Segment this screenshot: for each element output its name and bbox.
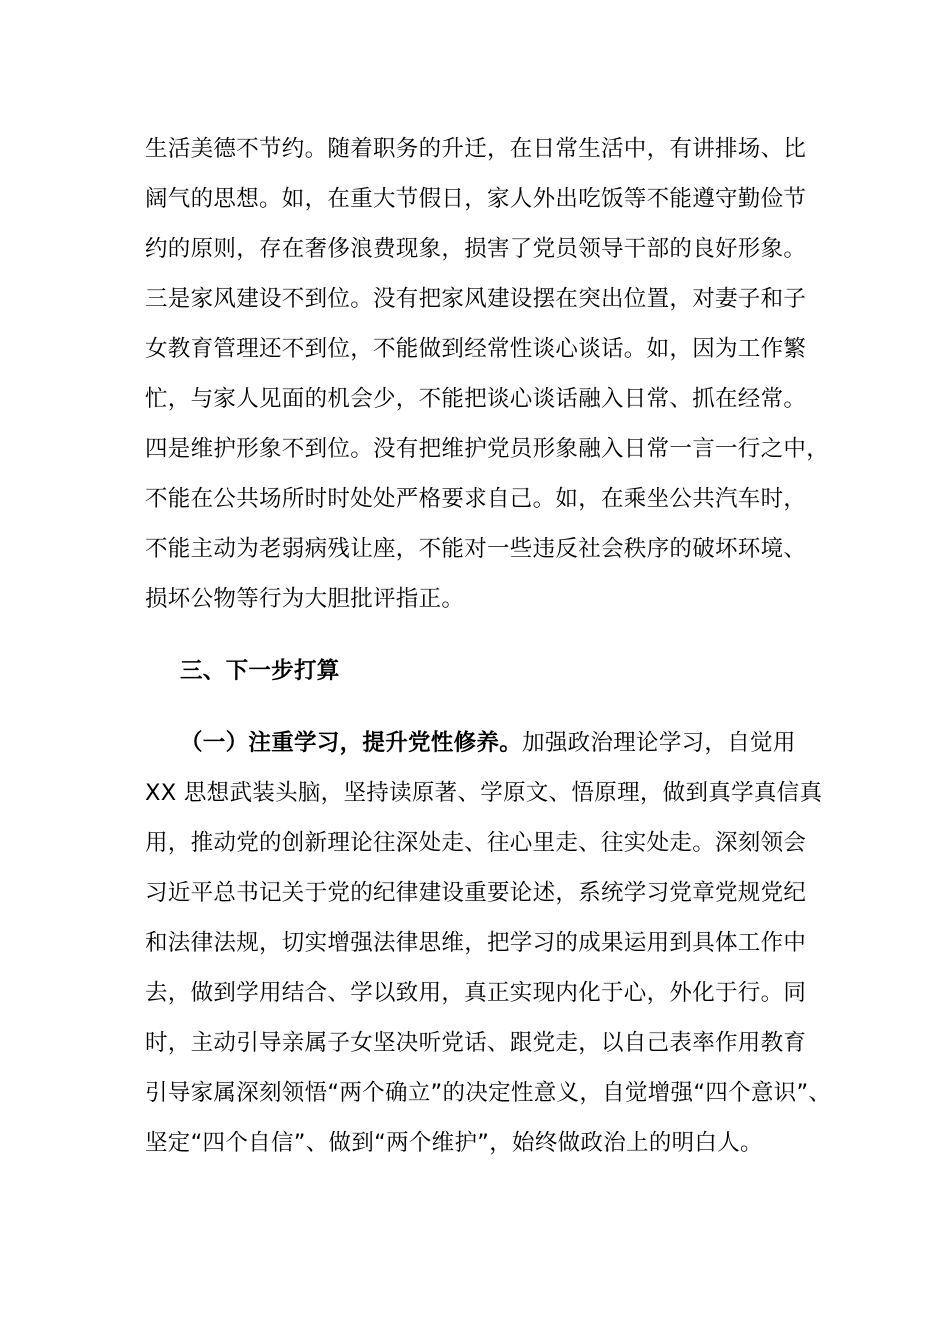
paragraph-line: 损坏公物等行为大胆批评指正。 (145, 586, 465, 612)
paragraph-line: 生活美德不节约。随着职务的升迁，在日常生活中，有讲排场、比 (145, 136, 807, 162)
subsection-first-line (180, 728, 860, 758)
paragraph-line: 坚定“四个自信”、做到“两个维护”，始终做政治上的明白人。 (145, 1130, 763, 1156)
section-heading: 三、下一步打算 (180, 658, 340, 684)
paragraph-line: 引导家属深刻领悟“两个确立”的决定性意义，自觉增强“四个意识”、 (145, 1080, 832, 1106)
subsection-heading: （一）注重学习，提升党性修养。 (180, 730, 523, 756)
paragraph-line: 女教育管理还不到位，不能做到经常性谈心谈话。如，因为工作繁 (145, 336, 807, 362)
paragraph-line: XX 思想武装头脑，坚持读原著、学原文、悟原理，做到真学真信真 (145, 780, 823, 806)
paragraph-line: 习近平总书记关于党的纪律建设重要论述，系统学习党章党规党纪 (145, 880, 807, 906)
paragraph-line: 用，推动党的创新理论往深处走、往心里走、往实处走。深刻领会 (145, 830, 807, 856)
paragraph-line: 去，做到学用结合、学以致用，真正实现内化于心，外化于行。同 (145, 980, 807, 1006)
paragraph-line: 四是维护形象不到位。没有把维护党员形象融入日常一言一行之中， (145, 436, 830, 462)
paragraph-line: 约的原则，存在奢侈浪费现象，损害了党员领导干部的良好形象。 (145, 236, 807, 262)
paragraph-line: 不能在公共场所时时处处严格要求自己。如，在乘坐公共汽车时， (145, 486, 807, 512)
paragraph-line: 三是家风建设不到位。没有把家风建设摆在突出位置，对妻子和子 (145, 286, 807, 312)
paragraph-line: 时，主动引导亲属子女坚决听党话、跟党走，以自己表率作用教育 (145, 1030, 807, 1056)
paragraph-line: 阔气的思想。如，在重大节假日，家人外出吃饭等不能遵守勤俭节 (145, 186, 807, 212)
subsection-first-line-text: 加强政治理论学习，自觉用 (522, 730, 796, 756)
paragraph-line: 和法律法规，切实增强法律思维，把学习的成果运用到具体工作中 (145, 930, 807, 956)
paragraph-line: 忙，与家人见面的机会少，不能把谈心谈话融入日常、抓在经常。 (145, 386, 807, 412)
paragraph-line: 不能主动为老弱病残让座，不能对一些违反社会秩序的破坏环境、 (145, 536, 807, 562)
